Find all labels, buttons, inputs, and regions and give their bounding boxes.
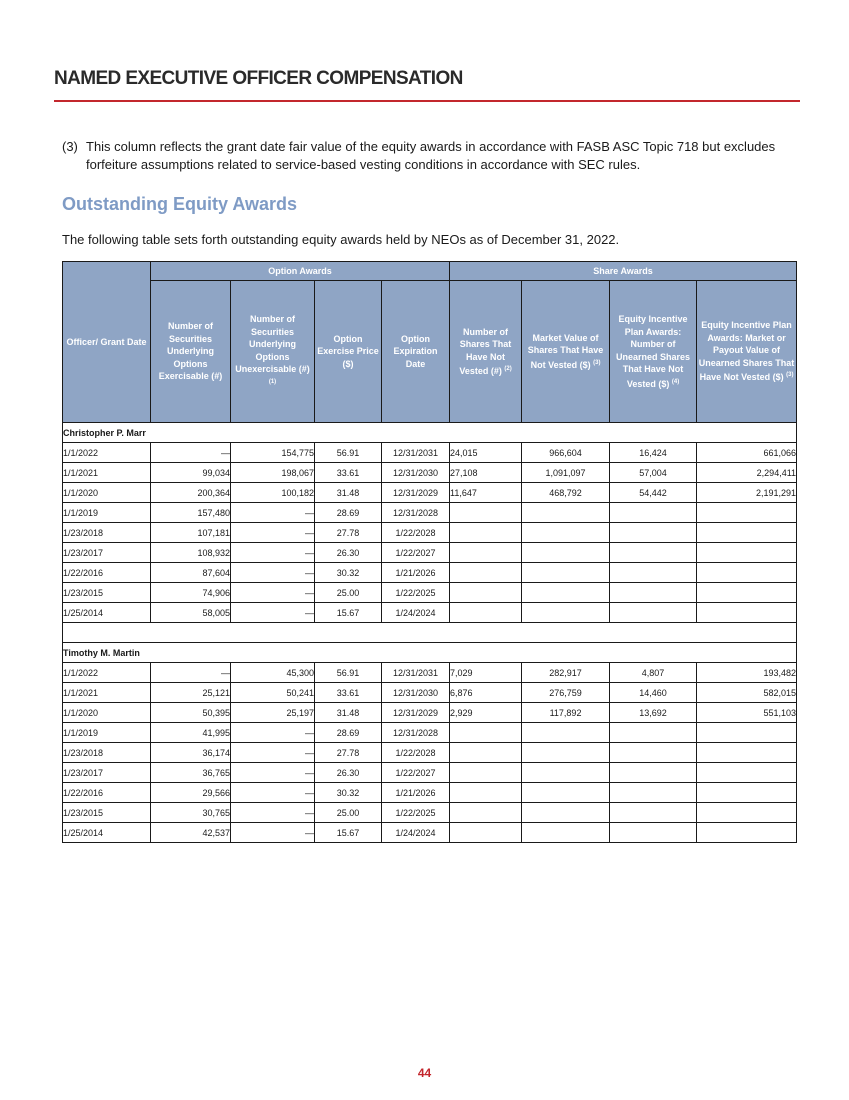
cell-expiration: 12/31/2028 — [382, 723, 450, 743]
cell-exercise-price: 28.69 — [315, 723, 382, 743]
cell-expiration: 12/31/2028 — [382, 503, 450, 523]
cell-expiration: 1/24/2024 — [382, 823, 450, 843]
outstanding-equity-awards-table — [62, 261, 797, 843]
cell-incentive-value — [697, 823, 797, 843]
cell-expiration: 12/31/2029 — [382, 703, 450, 723]
cell-unexercisable: — — [231, 503, 315, 523]
cell-unvested-value: 276,759 — [522, 683, 610, 703]
cell-unexercisable: 100,182 — [231, 483, 315, 503]
table-row — [63, 823, 797, 843]
cell-grant-date: 1/1/2020 — [63, 483, 151, 503]
table-row — [63, 563, 797, 583]
cell-expiration: 1/21/2026 — [382, 783, 450, 803]
cell-incentive-value — [697, 783, 797, 803]
table-row — [63, 463, 797, 483]
column-header-unvested-shares: Number of Shares That Have Not Vested (#) $^{(2)}$ — [450, 281, 522, 423]
cell-expiration: 12/31/2030 — [382, 463, 450, 483]
cell-incentive-value — [697, 543, 797, 563]
cell-unvested-value — [522, 503, 610, 523]
cell-expiration: 1/21/2026 — [382, 563, 450, 583]
cell-exercise-price: 15.67 — [315, 603, 382, 623]
cell-exercisable: 157,480 — [151, 503, 231, 523]
cell-unvested-value — [522, 563, 610, 583]
cell-unvested-shares — [450, 543, 522, 563]
column-header-incentive-value: Equity Incentive Plan Awards: Market or Payout Value of Unearned Shares That Have Not Vested ($) $^{(3)}$ — [697, 281, 797, 423]
cell-unexercisable: — — [231, 563, 315, 583]
cell-exercise-price: 27.78 — [315, 523, 382, 543]
cell-unvested-value: 468,792 — [522, 483, 610, 503]
column-header-incentive-shares: Equity Incentive Plan Awards: Number of Unearned Shares That Have Not Vested ($) $^{(4)}$ — [610, 281, 697, 423]
cell-exercisable: 200,364 — [151, 483, 231, 503]
cell-exercisable: 41,995 — [151, 723, 231, 743]
cell-expiration: 12/31/2030 — [382, 683, 450, 703]
cell-unvested-value — [522, 783, 610, 803]
cell-unvested-value — [522, 823, 610, 843]
cell-incentive-value — [697, 523, 797, 543]
cell-unexercisable: 198,067 — [231, 463, 315, 483]
cell-unvested-value — [522, 583, 610, 603]
cell-exercise-price: 56.91 — [315, 443, 382, 463]
cell-unexercisable: — — [231, 543, 315, 563]
table-row — [63, 783, 797, 803]
cell-incentive-value — [697, 563, 797, 583]
column-header-exercisable: Number of Securities Underlying Options Exercisable (#) — [151, 281, 231, 423]
cell-incentive-shares: 13,692 — [610, 703, 697, 723]
cell-exercisable: 74,906 — [151, 583, 231, 603]
cell-unvested-shares — [450, 583, 522, 603]
cell-exercisable: — — [151, 663, 231, 683]
cell-unvested-shares — [450, 523, 522, 543]
cell-incentive-value — [697, 503, 797, 523]
cell-expiration: 1/22/2028 — [382, 523, 450, 543]
cell-grant-date: 1/1/2021 — [63, 463, 151, 483]
cell-unvested-value — [522, 543, 610, 563]
cell-exercise-price: 30.32 — [315, 563, 382, 583]
cell-unvested-shares: 6,876 — [450, 683, 522, 703]
cell-unexercisable: 45,300 — [231, 663, 315, 683]
cell-unexercisable: 154,775 — [231, 443, 315, 463]
cell-unvested-shares — [450, 603, 522, 623]
cell-incentive-value: 582,015 — [697, 683, 797, 703]
column-header-exercise-price: Option Exercise Price ($) — [315, 281, 382, 423]
cell-incentive-value: 2,294,411 — [697, 463, 797, 483]
cell-incentive-value: 551,103 — [697, 703, 797, 723]
cell-unvested-value — [522, 723, 610, 743]
cell-unvested-shares — [450, 803, 522, 823]
cell-unvested-shares — [450, 763, 522, 783]
cell-unvested-value — [522, 743, 610, 763]
officer-name: Christopher P. Marr — [63, 423, 797, 443]
cell-unvested-value: 282,917 — [522, 663, 610, 683]
cell-exercisable: 30,765 — [151, 803, 231, 823]
cell-unexercisable: — — [231, 583, 315, 603]
cell-unvested-shares — [450, 783, 522, 803]
cell-incentive-shares: 14,460 — [610, 683, 697, 703]
cell-unvested-shares: 2,929 — [450, 703, 522, 723]
cell-exercisable: 99,034 — [151, 463, 231, 483]
cell-unvested-value — [522, 603, 610, 623]
cell-grant-date: 1/25/2014 — [63, 603, 151, 623]
cell-incentive-shares — [610, 763, 697, 783]
cell-grant-date: 1/23/2015 — [63, 583, 151, 603]
table-row — [63, 543, 797, 563]
cell-incentive-value — [697, 803, 797, 823]
cell-unvested-shares — [450, 563, 522, 583]
cell-incentive-shares — [610, 603, 697, 623]
cell-grant-date: 1/23/2018 — [63, 523, 151, 543]
cell-incentive-value: 661,066 — [697, 443, 797, 463]
cell-grant-date: 1/1/2021 — [63, 683, 151, 703]
cell-unvested-shares — [450, 723, 522, 743]
cell-unexercisable: 25,197 — [231, 703, 315, 723]
cell-unexercisable: — — [231, 743, 315, 763]
group-header-option-awards: Option Awards — [151, 262, 450, 281]
cell-grant-date: 1/1/2022 — [63, 443, 151, 463]
cell-expiration: 1/22/2025 — [382, 803, 450, 823]
cell-exercise-price: 15.67 — [315, 823, 382, 843]
cell-unvested-value — [522, 763, 610, 783]
cell-incentive-shares: 57,004 — [610, 463, 697, 483]
cell-exercisable: — — [151, 443, 231, 463]
cell-incentive-shares — [610, 543, 697, 563]
column-header-officer: Officer/ Grant Date — [63, 262, 151, 423]
table-row — [63, 743, 797, 763]
cell-unvested-shares — [450, 503, 522, 523]
section-intro: The following table sets forth outstanding equity awards held by NEOs as of December 31, 2022. — [62, 232, 620, 247]
cell-grant-date: 1/25/2014 — [63, 823, 151, 843]
table-row — [63, 703, 797, 723]
cell-exercise-price: 25.00 — [315, 803, 382, 823]
cell-incentive-shares: 16,424 — [610, 443, 697, 463]
page-number: 44 — [417, 1066, 432, 1080]
cell-exercise-price: 31.48 — [315, 703, 382, 723]
footnote-number: (3) — [62, 139, 78, 154]
group-header-share-awards: Share Awards — [450, 262, 797, 281]
cell-incentive-shares: 4,807 — [610, 663, 697, 683]
officer-row — [63, 423, 797, 443]
footnote-text: This column reflects the grant date fair value of the equity awards in accordance with FASB ASC Topic 718 but excludes forfeiture assumptions related to service-based vesting conditions in accordance with SEC rules. — [86, 139, 776, 172]
cell-incentive-value — [697, 723, 797, 743]
cell-expiration: 1/22/2028 — [382, 743, 450, 763]
cell-incentive-value — [697, 743, 797, 763]
cell-exercise-price: 31.48 — [315, 483, 382, 503]
cell-unvested-value — [522, 523, 610, 543]
cell-incentive-value — [697, 583, 797, 603]
cell-incentive-value — [697, 763, 797, 783]
cell-expiration: 12/31/2031 — [382, 663, 450, 683]
cell-exercise-price: 25.00 — [315, 583, 382, 603]
column-header-expiration: Option Expiration Date — [382, 281, 450, 423]
cell-incentive-shares — [610, 563, 697, 583]
cell-exercise-price: 26.30 — [315, 543, 382, 563]
section-title: Outstanding Equity Awards — [62, 194, 298, 214]
cell-exercisable: 29,566 — [151, 783, 231, 803]
cell-incentive-shares — [610, 743, 697, 763]
table-row — [63, 803, 797, 823]
cell-exercisable: 36,765 — [151, 763, 231, 783]
cell-unexercisable: — — [231, 823, 315, 843]
cell-exercise-price: 26.30 — [315, 763, 382, 783]
cell-incentive-shares — [610, 503, 697, 523]
cell-unvested-value: 966,604 — [522, 443, 610, 463]
cell-exercise-price: 28.69 — [315, 503, 382, 523]
table-row — [63, 503, 797, 523]
table-row — [63, 523, 797, 543]
cell-incentive-value: 2,191,291 — [697, 483, 797, 503]
cell-grant-date: 1/23/2015 — [63, 803, 151, 823]
column-header-unvested-value: Market Value of Shares That Have Not Vested ($) $^{(3)}$ — [522, 281, 610, 423]
cell-exercisable: 108,932 — [151, 543, 231, 563]
cell-exercisable: 36,174 — [151, 743, 231, 763]
cell-unvested-shares: 24,015 — [450, 443, 522, 463]
cell-unexercisable: — — [231, 783, 315, 803]
cell-exercisable: 87,604 — [151, 563, 231, 583]
cell-grant-date: 1/23/2017 — [63, 543, 151, 563]
cell-incentive-shares: 54,442 — [610, 483, 697, 503]
cell-incentive-shares — [610, 723, 697, 743]
cell-unvested-value: 117,892 — [522, 703, 610, 723]
officer-name: Timothy M. Martin — [63, 643, 797, 663]
cell-incentive-shares — [610, 583, 697, 603]
cell-exercisable: 58,005 — [151, 603, 231, 623]
cell-incentive-shares — [610, 823, 697, 843]
cell-unexercisable: — — [231, 803, 315, 823]
cell-unvested-value — [522, 803, 610, 823]
cell-grant-date: 1/23/2017 — [63, 763, 151, 783]
cell-exercise-price: 33.61 — [315, 463, 382, 483]
table-row — [63, 763, 797, 783]
cell-exercisable: 25,121 — [151, 683, 231, 703]
cell-grant-date: 1/22/2016 — [63, 783, 151, 803]
cell-exercise-price: 56.91 — [315, 663, 382, 683]
cell-unvested-value: 1,091,097 — [522, 463, 610, 483]
cell-unexercisable: 50,241 — [231, 683, 315, 703]
cell-expiration: 1/22/2025 — [382, 583, 450, 603]
cell-unexercisable: — — [231, 523, 315, 543]
table-row — [63, 683, 797, 703]
cell-grant-date: 1/23/2018 — [63, 743, 151, 763]
cell-exercisable: 42,537 — [151, 823, 231, 843]
cell-exercise-price: 27.78 — [315, 743, 382, 763]
cell-grant-date: 1/22/2016 — [63, 563, 151, 583]
column-header-unexercisable: Number of Securities Underlying Options Unexercisable (#) $^{(1)}$ — [231, 281, 315, 423]
cell-grant-date: 1/1/2019 — [63, 723, 151, 743]
cell-exercise-price: 30.32 — [315, 783, 382, 803]
cell-grant-date: 1/1/2022 — [63, 663, 151, 683]
cell-grant-date: 1/1/2019 — [63, 503, 151, 523]
cell-incentive-shares — [610, 783, 697, 803]
cell-exercisable: 107,181 — [151, 523, 231, 543]
header-divider — [54, 100, 800, 102]
table-body — [63, 423, 797, 843]
cell-incentive-shares — [610, 803, 697, 823]
cell-grant-date: 1/1/2020 — [63, 703, 151, 723]
cell-unvested-shares — [450, 823, 522, 843]
cell-unvested-shares: 27,108 — [450, 463, 522, 483]
cell-exercisable: 50,395 — [151, 703, 231, 723]
cell-unvested-shares — [450, 743, 522, 763]
table-row — [63, 723, 797, 743]
table-row — [63, 603, 797, 623]
cell-exercise-price: 33.61 — [315, 683, 382, 703]
cell-unvested-shares: 11,647 — [450, 483, 522, 503]
cell-unexercisable: — — [231, 723, 315, 743]
cell-unvested-shares: 7,029 — [450, 663, 522, 683]
cell-incentive-shares — [610, 523, 697, 543]
cell-unexercisable: — — [231, 603, 315, 623]
table-row — [63, 663, 797, 683]
cell-incentive-value: 193,482 — [697, 663, 797, 683]
cell-expiration: 12/31/2031 — [382, 443, 450, 463]
cell-expiration: 1/22/2027 — [382, 543, 450, 563]
footnote-3 — [62, 138, 782, 174]
cell-incentive-value — [697, 603, 797, 623]
table-row — [63, 483, 797, 503]
officer-row — [63, 643, 797, 663]
cell-unexercisable: — — [231, 763, 315, 783]
cell-expiration: 1/24/2024 — [382, 603, 450, 623]
table-row — [63, 443, 797, 463]
spacer-row — [63, 623, 797, 643]
page-header-title: NAMED EXECUTIVE OFFICER COMPENSATION — [54, 68, 463, 89]
cell-expiration: 12/31/2029 — [382, 483, 450, 503]
cell-expiration: 1/22/2027 — [382, 763, 450, 783]
table-row — [63, 583, 797, 603]
